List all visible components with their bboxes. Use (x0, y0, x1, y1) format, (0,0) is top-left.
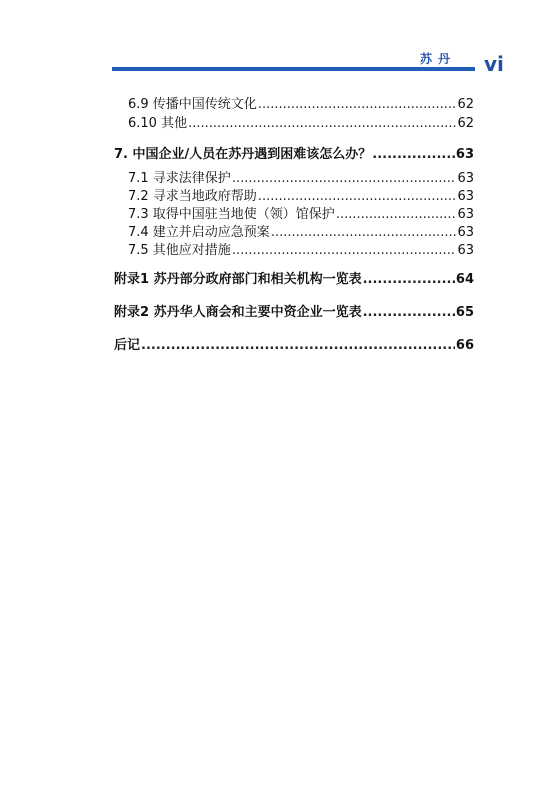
toc-entry-label: 7.2 寻求当地政府帮助 (128, 189, 257, 204)
dot-leader (232, 242, 457, 260)
toc-entry-label: 6.10 其他 (128, 116, 188, 131)
toc-entry-label: 附录2 苏丹华人商会和主要中资企业一览表 (114, 305, 362, 320)
dot-leader (258, 188, 457, 206)
dot-leader (336, 206, 457, 224)
toc-chapter[interactable] (114, 146, 474, 164)
dot-leader (141, 337, 455, 355)
toc-entry-page: 63 (457, 225, 474, 240)
dot-leader (188, 115, 456, 133)
toc-entry-page: 62 (457, 116, 474, 131)
running-title: 苏丹 (420, 52, 457, 66)
toc-entry-page: 64 (455, 272, 474, 287)
toc-appendix[interactable] (114, 271, 474, 289)
toc-appendix[interactable] (114, 304, 474, 322)
toc-entry[interactable] (128, 170, 474, 188)
toc-entry-page: 63 (457, 189, 474, 204)
toc-entry-page: 63 (457, 243, 474, 258)
dot-leader (258, 96, 457, 114)
toc-entry[interactable] (128, 242, 474, 260)
dot-leader (363, 304, 455, 322)
dot-leader (363, 271, 455, 289)
toc-entry-page: 62 (457, 97, 474, 112)
toc-entry-page: 63 (455, 147, 474, 162)
page-header (0, 0, 559, 80)
toc-entry-page: 63 (457, 207, 474, 222)
toc-entry-page: 66 (455, 338, 474, 353)
toc-entry-label: 7.1 寻求法律保护 (128, 171, 231, 186)
page-number: vi (484, 52, 504, 76)
dot-leader (271, 224, 457, 242)
toc-entry-label: 后记 (114, 338, 141, 353)
toc-entry-page: 63 (457, 171, 474, 186)
toc-entry[interactable] (128, 224, 474, 242)
toc-entry-label: 7.4 建立并启动应急预案 (128, 225, 270, 240)
toc-entry-label: 附录1 苏丹部分政府部门和相关机构一览表 (114, 272, 362, 287)
toc-entry-label: 7.3 取得中国驻当地使（领）馆保护 (128, 207, 335, 222)
toc-entry-label: 6.9 传播中国传统文化 (128, 97, 257, 112)
toc-entry[interactable] (128, 115, 474, 133)
toc-entry-label: 7.5 其他应对措施 (128, 243, 231, 258)
toc-entry-page: 65 (455, 305, 474, 320)
dot-leader (232, 170, 457, 188)
toc-entry-label: 7. 中国企业/人员在苏丹遇到困难该怎么办？ (114, 147, 372, 162)
toc-afterword[interactable] (114, 337, 474, 355)
toc-entry[interactable] (128, 206, 474, 224)
header-rule (112, 67, 475, 71)
dot-leader (372, 146, 455, 164)
toc-entry[interactable] (128, 188, 474, 206)
toc-entry[interactable] (128, 96, 474, 114)
